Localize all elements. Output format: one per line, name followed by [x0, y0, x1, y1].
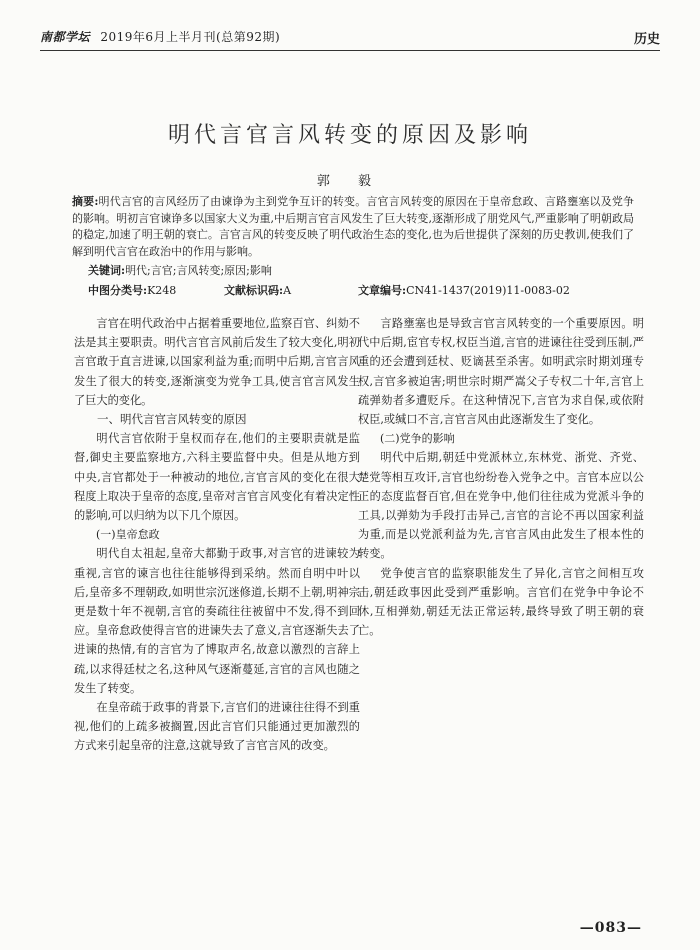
doc-code: [224, 282, 291, 298]
intro-paragraph: 言官在明代政治中占据着重要地位,监察百官、纠劾不法是其主要职责。明代言官言风前后发生了较大变化,明初言官敢于直言进谏,以国家利益为重;而明中后期,言官言风发生了很大的转变,逐渐演变为党争工具,使言官言风发生了巨大的变化。: [74, 317, 360, 407]
body-paragraph: 党争使言官的监察职能发生了异化,言官之间相互攻击,朝廷政事因此受到严重影响。言官们在党争中争论不休,互相弹劾,朝廷无法正常运转,最终导致了明王朝的衰亡。: [358, 566, 644, 638]
keywords-text: 明代;言官;言风转变;原因;影响: [125, 264, 272, 277]
journal-info: [40, 28, 280, 45]
header-rule: [40, 50, 660, 51]
subheading-1: (一)皇帝怠政: [96, 528, 160, 542]
section-label: 历史: [633, 32, 660, 47]
article-title: 明代言官言风转变的原因及影响: [167, 123, 532, 148]
body-paragraph: 明代自太祖起,皇帝大都勤于政事,对言官的进谏较为重视,言官的谏言也往往能够得到采纳。然而自明中叶以后,皇帝多不理朝政,如明世宗沉迷修道,长期不上朝,明神宗更是数十年不视朝,言官的奏疏往往被留中不发,得不到回应。皇帝怠政使得言官的进谏失去了意义,言官逐渐失去了进谏的热情,有的言官为了博取声名,故意以激烈的言辞上疏,以求得廷杖之名,这种风气逐渐蔓延,言官的言风也随之发生了转变。: [74, 547, 360, 695]
section-heading-1: 一、明代言官言风转变的原因: [97, 412, 247, 427]
body-paragraph: 在皇帝疏于政事的背景下,言官们的进谏往往得不到重视,他们的上疏多被搁置,因此言官们只能通过更加激烈的方式来引起皇帝的注意,这就导致了言官言风的改变。: [74, 701, 360, 753]
article-number: [358, 282, 570, 298]
abstract-label: 摘要:: [72, 195, 99, 208]
abstract: [72, 194, 634, 260]
clc-code: [88, 282, 176, 298]
art-label: 文章编号:: [358, 284, 407, 297]
clc-label: 中图分类号:: [88, 284, 148, 297]
clc-value: K248: [147, 284, 177, 297]
doc-label: 文献标识码:: [224, 284, 284, 297]
art-value: CN41-1437(2019)11-0083-02: [406, 284, 570, 297]
body-paragraph: 明代言官依附于皇权而存在,他们的主要职责就是监督,御史主要监察地方,六科主要监督中央。但是从地方到中央,言官都处于一种被动的地位,言官言风的变化在很大程度上取决于皇帝的态度,皇帝对言官言风变化有着决定性的影响,可以归纳为以下几个原因。: [74, 432, 360, 523]
body-paragraph: 明代中后期,朝廷中党派林立,东林党、浙党、齐党、楚党等相互攻讦,言官也纷纷卷入党争之中。言官本应以公正的态度监督百官,但在党争中,他们往往成为党派斗争的工具,以弹劾为手段打击异己,言官的言论不再以国家利益为重,而是以党派利益为先,言官言风由此发生了根本性的转变。: [358, 451, 644, 561]
subheading-2: (二)党争的影响: [380, 432, 455, 446]
doc-value: A: [283, 284, 292, 297]
keywords-label: 关键词:: [88, 264, 126, 277]
page-header: [40, 26, 660, 48]
body-paragraph: 言路壅塞也是导致言官言风转变的一个重要原因。明代中后期,宦官专权,权臣当道,言官的进谏往往受到压制,严重的还会遭到廷杖、贬谪甚至杀害。如明武宗时期刘瑾专权,言官多被迫害;明世宗时期严嵩父子专权二十年,言官上疏弹劾者多遭贬斥。在这种情况下,言官为求自保,或依附权臣,或缄口不言,言官言风由此逐渐发生了变化。: [358, 317, 644, 427]
keywords: [88, 262, 272, 278]
article-author: 郭 毅: [316, 174, 384, 189]
body-column-left: [74, 314, 360, 756]
abstract-text: 明代言官的言风经历了由谏诤为主到党争互讦的转变。言官言风转变的原因在于皇帝怠政、言路壅塞以及党争的影响。明初言官谏诤多以国家大义为重,中后期言官言风发生了巨大转变,逐渐形成了朋党风气,严重影响了明朝政局的稳定,加速了明王朝的衰亡。言官言风的转变反映了明代政治生态的变化,也为后世提供了深刻的历史教训,使我们了解到明代言官在政治中的作用与影响。: [72, 195, 635, 258]
journal-name: 南都学坛: [40, 30, 91, 44]
page-number: —083—: [579, 920, 642, 936]
issue-info: 2019年6月上半月刊(总第92期): [100, 30, 281, 44]
body-column-right: [358, 314, 644, 640]
